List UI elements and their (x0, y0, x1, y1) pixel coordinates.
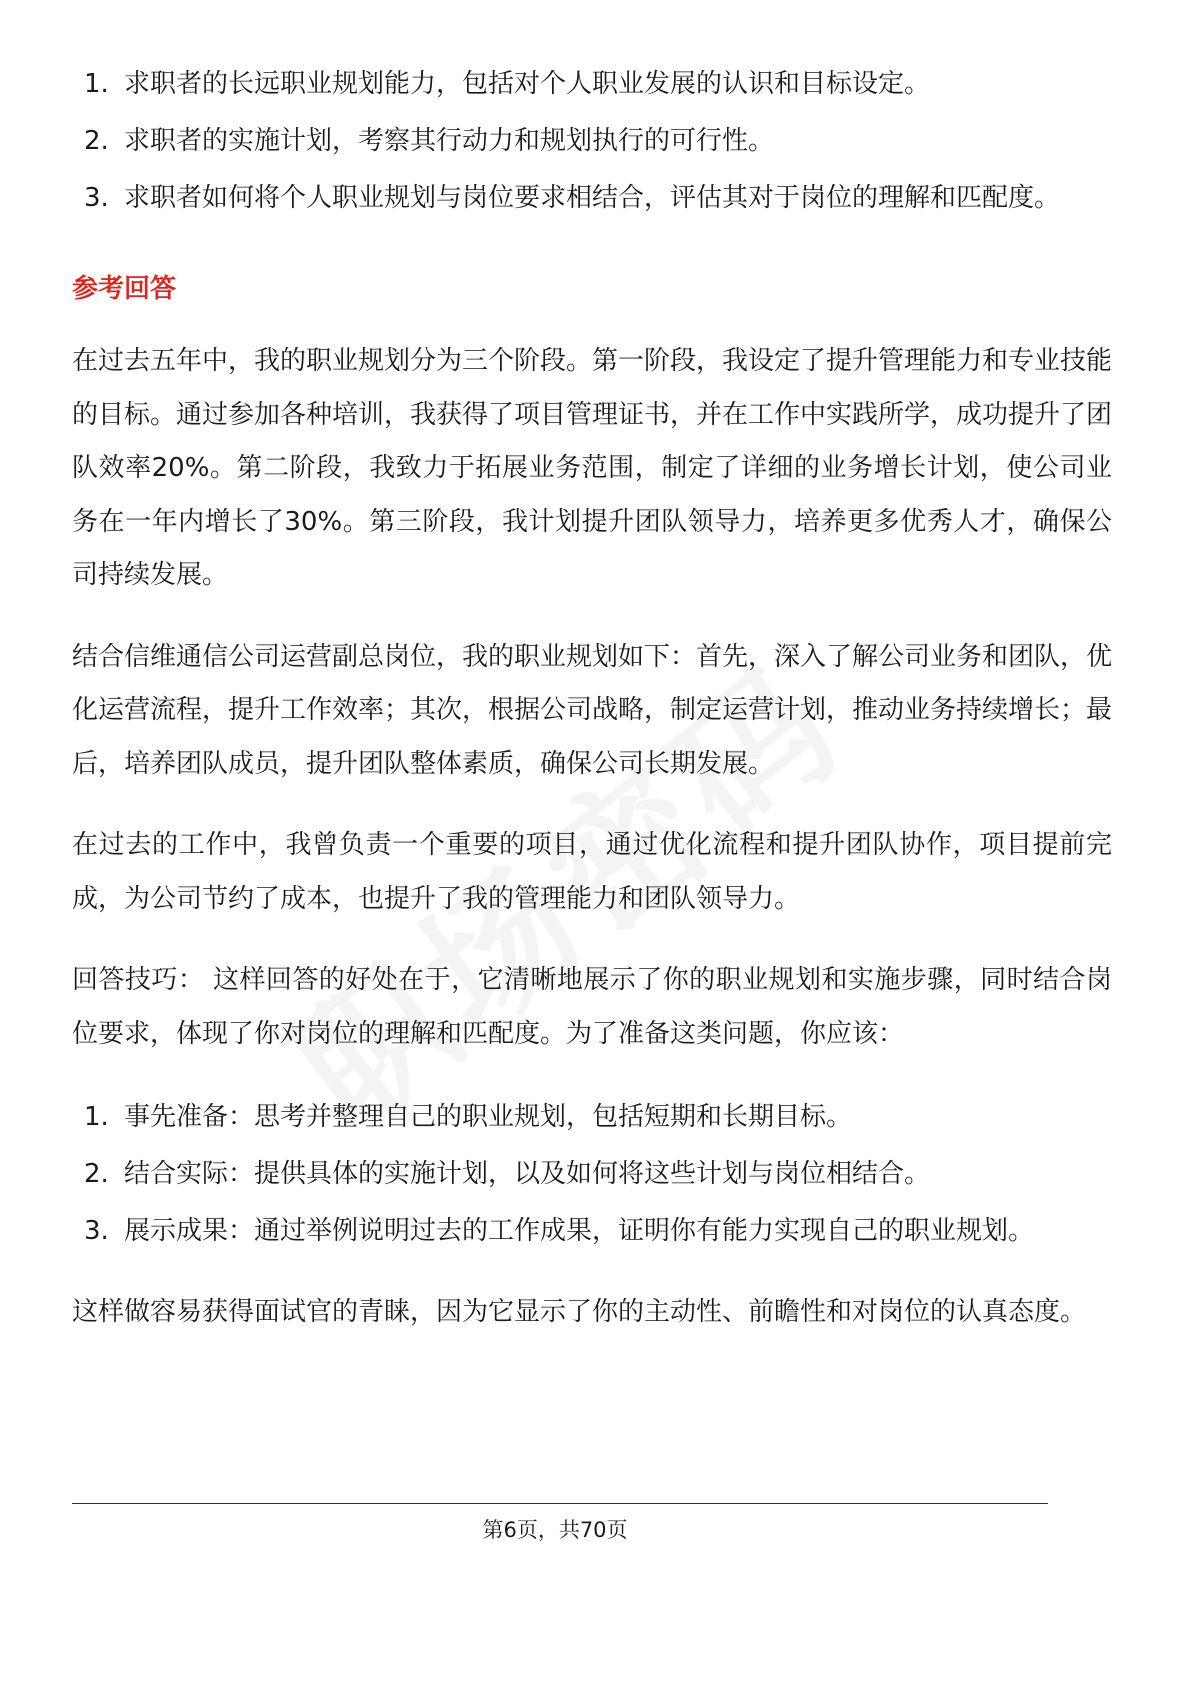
tips-intro-paragraph: 回答技巧： 这样回答的好处在于，它清晰地展示了你的职业规划和实施步骤，同时结合岗位要求，体现了你对岗位的理解和匹配度。为了准备这类问题，你应该： (72, 965, 1112, 1049)
list-item (72, 1089, 1112, 1146)
page-number: 第6页，共70页 (482, 1518, 628, 1542)
list-number: 3. (84, 183, 109, 213)
list-text: 求职者的长远职业规划能力，包括对个人职业发展的认识和目标设定。 (124, 69, 931, 99)
list-text: 求职者如何将个人职业规划与岗位要求相结合，评估其对于岗位的理解和匹配度。 (124, 183, 1061, 213)
answer-paragraph: 在过去五年中，我的职业规划分为三个阶段。第一阶段，我设定了提升管理能力和专业技能的目标。通过参加各种培训，我获得了项目管理证书，并在工作中实践所学，成功提升了团队效率20%。第二阶段，我致力于拓展业务范围，制定了详细的业务增长计划，使公司业务在一年内增长了30%。第三阶段，我计划提升团队领导力，培养更多优秀人才，确保公司持续发展。 (72, 346, 1113, 590)
list-item (72, 56, 1112, 113)
answer-paragraph: 在过去的工作中，我曾负责一个重要的项目，通过优化流程和提升团队协作，项目提前完成，为公司节约了成本，也提升了我的管理能力和团队领导力。 (72, 830, 1112, 914)
list-text: 事先准备：思考并整理自己的职业规划，包括短期和长期目标。 (124, 1102, 853, 1132)
list-number: 3. (84, 1216, 109, 1246)
answer-paragraph: 结合信维通信公司运营副总岗位，我的职业规划如下：首先，深入了解公司业务和团队，优化运营流程，提升工作效率；其次，根据公司战略，制定运营计划，推动业务持续增长；最后，培养团队成员，提升团队整体素质，确保公司长期发展。 (72, 641, 1113, 779)
footer-divider (72, 1503, 1048, 1504)
list-number: 1. (84, 69, 109, 99)
list-number: 2. (84, 1159, 109, 1189)
list-item (72, 170, 1112, 227)
closing-paragraph: 这样做容易获得面试官的青睐，因为它显示了你的主动性、前瞻性和对岗位的认真态度。 (72, 1297, 1087, 1327)
page-content (72, 56, 1112, 1368)
section-heading: 参考回答 (72, 274, 177, 304)
list-number: 1. (84, 1102, 109, 1132)
list-text: 求职者的实施计划，考察其行动力和规划执行的可行性。 (124, 126, 775, 156)
list-item (72, 1203, 1112, 1260)
list-item (72, 1146, 1112, 1203)
list-text: 展示成果：通过举例说明过去的工作成果，证明你有能力实现自己的职业规划。 (124, 1216, 1035, 1246)
list-number: 2. (84, 126, 109, 156)
list-item (72, 113, 1112, 170)
tips-list (72, 1089, 1112, 1260)
list-text: 结合实际：提供具体的实施计划，以及如何将这些计划与岗位相结合。 (124, 1159, 931, 1189)
intro-list (72, 56, 1112, 227)
